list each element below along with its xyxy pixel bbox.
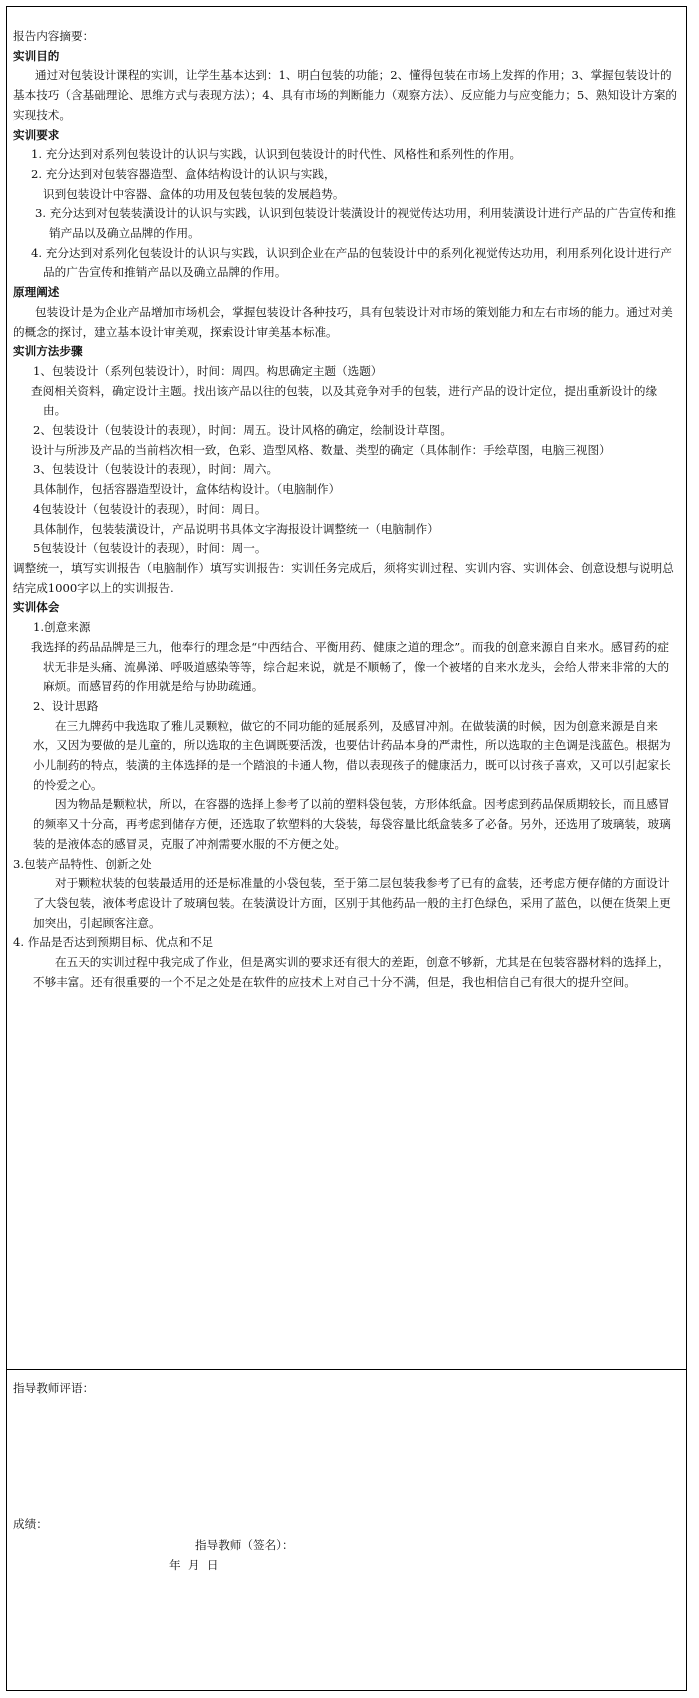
experience-sub4-text: 在五天的实训过程中我完成了作业，但是离实训的要求还有很大的差距，创意不够新，尤其是在包装容器材料的选择上，不够丰富。还有很重要的一个不足之处是在软件的应技术上对自己十分不满，但是，我也相信自己有很大的提升空间。 [33,955,670,989]
experience-heading: 实训体会 [13,600,60,615]
requirement-item: 3. 充分达到对包装装潢设计的认识与实践，认识到包装设计装潢设计的视觉传达功用，利用装潢设计进行产品的广告宣传和推销产品以及确立品牌的作用。 [35,206,676,241]
experience-sub2-text: 在三九牌药中我选取了雅儿灵颗粒，做它的不同功能的延展系列，及感冒冲剂。在做装潢的时候，因为创意来源是自来水，又因为要做的是儿童的，所以选取的主色调既要活泼，也要估计药品本身的严肃性，所以选取的主色调是浅蓝色。根据为小儿制药的特点，装潢的主体选择的是一个踏浪的卡通人物，借以表现孩子的健康活力，既可以讨孩子喜欢，又可以引起家长的怜爱之心。 [33,718,671,792]
report-content-cell [7,7,686,1370]
requirements-heading: 实训要求 [13,127,60,142]
method-step: 设计与所涉及产品的当前档次相一致，色彩、造型风格、数量、类型的确定（具体制作：手绘草图，电脑三视图） [31,442,611,457]
method-step: 具体制作，包括容器造型设计，盒体结构设计。（电脑制作） [33,482,341,497]
experience-sub3-title: 3.包装产品特性、创新之处 [13,856,152,871]
method-step: 2、包装设计（包装设计的表现），时间：周五。设计风格的确定，绘制设计草图。 [33,423,452,438]
method-step: 调整统一，填写实训报告（电脑制作）填写实训报告：实训任务完成后，须将实训过程、实训内容、实训体会、创意设想与说明总结完成1000字以上的实训报告. [13,560,674,595]
method-heading: 实训方法步骤 [13,344,83,359]
experience-sub1-title: 1.创意来源 [33,620,91,635]
teacher-signature-label: 指导教师（签名）： [195,1538,294,1552]
goal-text: 通过对包装设计课程的实训，让学生基本达到：1、明白包装的功能；2、懂得包装在市场上发挥的作用；3、掌握包装设计的基本技巧（含基础理论、思维方式与表现方法）；4、具有市场的判断能力（观察方法）、反应能力与应变能力；5、熟知设计方案的实现技术。 [13,68,678,122]
principle-heading: 原理阐述 [13,285,60,300]
summary-label: 报告内容摘要： [13,29,95,43]
requirement-item: 1. 充分达到对系列包装设计的认识与实践，认识到包装设计的时代性、风格性和系列性的作用。 [31,147,522,162]
report-form [6,6,687,1691]
experience-sub3-text: 对于颗粒状装的包装最适用的还是标准量的小袋包装，至于第二层包装我参考了已有的盒装，还考虑方便存储的方面设计了大袋包装，液体考虑设计了玻璃包装。在装潢设计方面，区别于其他药品一般的主打色绿色，采用了蓝色，以便在货架上更加突出，引起顾客注意。 [33,876,671,930]
date-label: 年 月 日 [169,1558,219,1572]
teacher-comment-label: 指导教师评语： [13,1381,95,1395]
report-content [13,27,678,992]
requirement-item: 识到包装设计中容器、盒体的功用及包装包装的发展趋势。 [43,186,345,201]
requirement-item: 2. 充分达到对包装容器造型、盒体结构设计的认识与实践， [31,166,336,181]
method-step: 4包装设计（包装设计的表现），时间：周日。 [33,501,267,516]
principle-text: 包装设计是为企业产品增加市场机会，掌握包装设计各种技巧，具有包装设计对市场的策划能力和左右市场的能力。通过对美的概念的探讨，建立基本设计审美观，探索设计审美基本标准。 [13,304,673,339]
experience-sub4-title: 4. 作品是否达到预期目标、优点和不足 [13,935,214,950]
experience-sub1-text: 我选择的药品品牌是三九，他奉行的理念是“中西结合、平衡用药、健康之道的理念”。而我的创意来源自自来水。感冒药的症状无非是头痛、流鼻涕、呼吸道感染等等，综合起来说，就是不顺畅了，像一个被堵的自来水龙头，会给人带来非常的大的麻烦。而感冒药的作用就是给与协助疏通。 [31,639,670,694]
method-step: 查阅相关资料，确定设计主题。找出该产品以往的包装，以及其竞争对手的包装，进行产品的设计定位，提出重新设计的缘由。 [31,383,658,418]
goal-heading: 实训目的 [13,48,60,63]
experience-sub2-title: 2、设计思路 [33,698,99,713]
requirement-item: 4. 充分达到对系列化包装设计的认识与实践，认识到企业在产品的包装设计中的系列化视觉传达功用，利用系列化设计进行产品的广告宣传和推销产品以及确立品牌的作用。 [31,245,672,280]
experience-sub2-text: 因为物品是颗粒状，所以，在容器的选择上参考了以前的塑料袋包装，方形体纸盒。因考虑到药品保质期较长，而且感冒的频率又十分高，再考虑到储存方便，还选取了软塑料的大袋装，每袋容量比纸盒装多了必备。另外，还选用了玻璃装，玻璃装的是液体态的感冒灵，克服了冲剂需要水服的不方便之处。 [33,797,671,851]
evaluation-cell [7,1370,686,1692]
method-step: 5包装设计（包装设计的表现），时间：周一。 [33,541,267,556]
method-step: 具体制作，包装装潢设计，产品说明书具体文字海报设计调整统一（电脑制作） [33,521,439,536]
method-step: 3、包装设计（包装设计的表现），时间：周六。 [33,462,279,477]
score-label: 成绩： [13,1517,48,1531]
method-step: 1、包装设计（系列包装设计），时间：周四。构思确定主题（选题） [33,363,383,378]
